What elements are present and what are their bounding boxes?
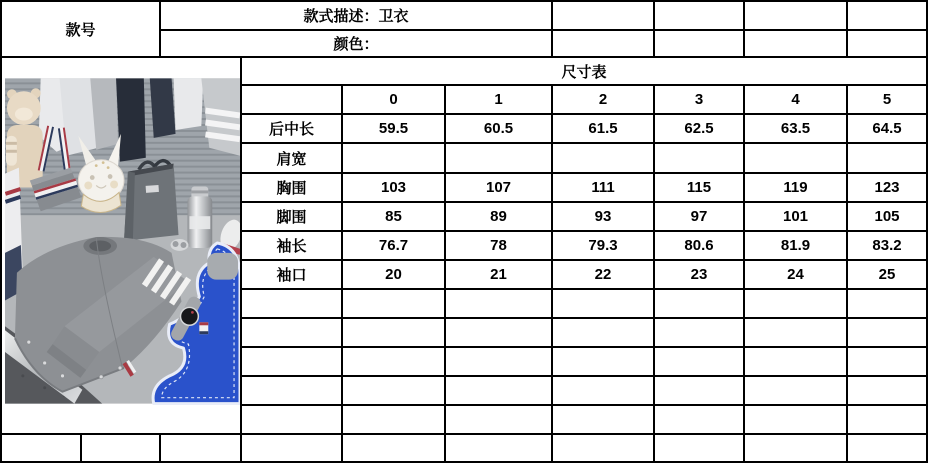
empty-cell xyxy=(343,377,446,406)
empty-cell xyxy=(655,377,745,406)
size-value-cell xyxy=(343,144,446,174)
empty-cell xyxy=(553,348,655,377)
empty-cell xyxy=(848,2,928,31)
size-value-cell: 103 xyxy=(343,174,446,203)
size-value-cell: 62.5 xyxy=(655,115,745,144)
empty-cell xyxy=(242,290,343,319)
empty-cell xyxy=(655,290,745,319)
size-value-cell xyxy=(446,144,553,174)
empty-cell xyxy=(242,348,343,377)
style-description-cell: 款式描述：卫衣 xyxy=(161,2,553,31)
size-value-cell xyxy=(655,144,745,174)
size-row-label: 后中长 xyxy=(242,115,343,144)
empty-cell xyxy=(343,435,446,463)
size-col-header: 3 xyxy=(655,86,745,115)
size-value-cell: 89 xyxy=(446,203,553,232)
size-chart-title: 尺寸表 xyxy=(242,58,928,86)
size-col-header: 4 xyxy=(745,86,848,115)
size-value-cell: 23 xyxy=(655,261,745,290)
size-row-label: 脚围 xyxy=(242,203,343,232)
size-value-cell: 93 xyxy=(553,203,655,232)
empty-cell xyxy=(161,435,242,463)
size-value-cell: 61.5 xyxy=(553,115,655,144)
empty-cell xyxy=(242,435,343,463)
size-value-cell: 20 xyxy=(343,261,446,290)
empty-cell xyxy=(553,2,655,31)
product-photo-cell xyxy=(2,58,242,435)
color-cell: 颜色： xyxy=(161,31,553,58)
size-value-cell: 81.9 xyxy=(745,232,848,261)
empty-cell xyxy=(242,377,343,406)
empty-cell xyxy=(242,86,343,115)
size-value-cell: 25 xyxy=(848,261,928,290)
size-value-cell: 21 xyxy=(446,261,553,290)
shopping-bag xyxy=(124,161,179,241)
empty-cell xyxy=(655,406,745,435)
size-value-cell xyxy=(553,144,655,174)
size-value-cell: 79.3 xyxy=(553,232,655,261)
empty-cell xyxy=(655,348,745,377)
size-value-cell xyxy=(848,144,928,174)
size-value-cell: 22 xyxy=(553,261,655,290)
size-row-label: 袖长 xyxy=(242,232,343,261)
empty-cell xyxy=(343,319,446,348)
size-value-cell: 101 xyxy=(745,203,848,232)
empty-cell xyxy=(343,348,446,377)
empty-cell xyxy=(553,406,655,435)
size-value-cell: 78 xyxy=(446,232,553,261)
size-value-cell: 115 xyxy=(655,174,745,203)
size-value-cell: 119 xyxy=(745,174,848,203)
empty-cell xyxy=(446,348,553,377)
empty-cell xyxy=(82,435,161,463)
size-col-header: 1 xyxy=(446,86,553,115)
size-value-cell: 60.5 xyxy=(446,115,553,144)
size-col-header: 5 xyxy=(848,86,928,115)
empty-cell xyxy=(745,319,848,348)
size-value-cell: 83.2 xyxy=(848,232,928,261)
empty-cell xyxy=(553,290,655,319)
size-value-cell: 80.6 xyxy=(655,232,745,261)
size-value-cell: 59.5 xyxy=(343,115,446,144)
empty-cell xyxy=(745,290,848,319)
empty-cell xyxy=(655,31,745,58)
empty-cell xyxy=(553,377,655,406)
empty-cell xyxy=(446,377,553,406)
size-col-header: 0 xyxy=(343,86,446,115)
empty-cell xyxy=(446,319,553,348)
size-value-cell xyxy=(745,144,848,174)
style-number-cell: 款号 xyxy=(2,2,161,58)
empty-cell xyxy=(745,435,848,463)
empty-cell xyxy=(242,406,343,435)
empty-cell xyxy=(343,290,446,319)
empty-cell xyxy=(446,406,553,435)
empty-cell xyxy=(848,377,928,406)
empty-cell xyxy=(745,377,848,406)
size-value-cell: 97 xyxy=(655,203,745,232)
size-row-label: 胸围 xyxy=(242,174,343,203)
empty-cell xyxy=(745,406,848,435)
empty-cell xyxy=(446,435,553,463)
empty-cell xyxy=(446,290,553,319)
size-col-header: 2 xyxy=(553,86,655,115)
empty-cell xyxy=(553,31,655,58)
size-value-cell: 111 xyxy=(553,174,655,203)
empty-cell xyxy=(553,435,655,463)
earbuds xyxy=(171,239,189,251)
product-photo xyxy=(5,77,240,405)
size-value-cell: 107 xyxy=(446,174,553,203)
empty-cell xyxy=(553,319,655,348)
empty-cell xyxy=(848,31,928,58)
size-value-cell: 105 xyxy=(848,203,928,232)
empty-cell xyxy=(655,319,745,348)
empty-cell xyxy=(745,2,848,31)
empty-cell xyxy=(848,406,928,435)
empty-cell xyxy=(343,406,446,435)
empty-cell xyxy=(848,348,928,377)
empty-cell xyxy=(848,290,928,319)
size-row-label: 肩宽 xyxy=(242,144,343,174)
empty-cell xyxy=(848,319,928,348)
size-value-cell: 24 xyxy=(745,261,848,290)
size-value-cell: 85 xyxy=(343,203,446,232)
empty-cell xyxy=(2,435,82,463)
empty-cell xyxy=(848,435,928,463)
empty-cell xyxy=(655,2,745,31)
empty-cell xyxy=(745,348,848,377)
size-value-cell: 123 xyxy=(848,174,928,203)
size-value-cell: 76.7 xyxy=(343,232,446,261)
empty-cell xyxy=(745,31,848,58)
empty-cell xyxy=(242,319,343,348)
size-row-label: 袖口 xyxy=(242,261,343,290)
empty-cell xyxy=(655,435,745,463)
size-value-cell: 64.5 xyxy=(848,115,928,144)
size-value-cell: 63.5 xyxy=(745,115,848,144)
